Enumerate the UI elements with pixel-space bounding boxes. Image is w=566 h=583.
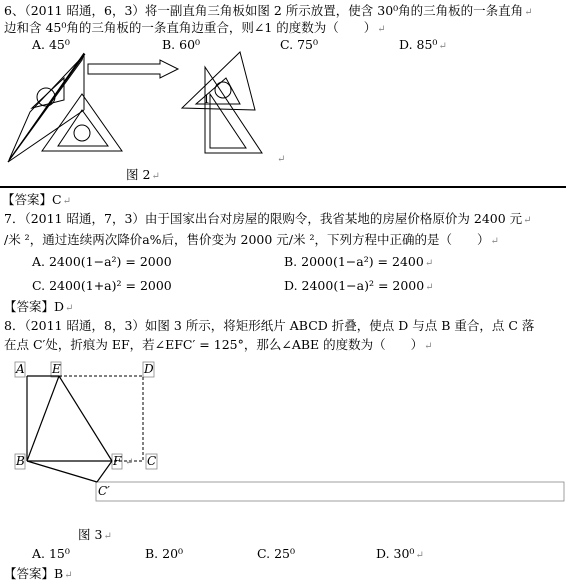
return-icon: ↵ xyxy=(377,24,386,35)
q8-option-c: C. 25⁰ xyxy=(257,546,295,561)
arrow-icon xyxy=(88,60,178,78)
point-f-label: F xyxy=(113,454,122,468)
triangle-30-hole xyxy=(37,88,55,106)
q8-line1: 8．（2011 昭通，8，3）如图 3 所示，将矩形纸片 ABCD 折叠，使点 D 与点 B 重合，点 C 落 xyxy=(4,318,535,333)
q8-option-a: A. 15⁰ xyxy=(32,546,70,561)
return-icon: ↵ xyxy=(524,7,533,18)
q6-line1: 6、（2011 昭通，6，3）将一副直角三角板如图 2 所示放置，使含 30⁰角的三角板的一条直角↵ xyxy=(4,3,533,18)
point-c-prime-label: C′ xyxy=(98,484,110,498)
combined-triangle-30 xyxy=(182,52,255,110)
fold-bc2 xyxy=(27,461,97,482)
q7-option-b: B. 2000(1−a²) = 2400↵ xyxy=(284,254,434,269)
fold-fc2 xyxy=(97,461,112,482)
q6-option-a: A. 45⁰ xyxy=(32,37,70,52)
q6-line2: 边和含 45⁰角的三角板的一条直角边重合，则∠1 的度数为（ ）↵ xyxy=(4,20,386,35)
q6-answer: 【答案】C↵ xyxy=(2,192,71,207)
angle-1-label: 1 xyxy=(203,93,210,106)
return-icon: ↵ xyxy=(277,154,286,165)
q7-option-a: A. 2400(1−a²) = 2000 xyxy=(32,254,172,269)
point-a-label: A xyxy=(16,362,25,376)
point-e-label: E xyxy=(52,362,61,376)
figure-3 xyxy=(0,356,566,516)
figure-3-caption: 图 3↵ xyxy=(78,527,112,542)
figure-2-caption: 图 2↵ xyxy=(126,167,160,182)
point-c-label: C xyxy=(147,454,157,468)
triangle-45-hole xyxy=(74,125,90,141)
q7-option-c: C. 2400(1+a)² = 2000 xyxy=(32,278,172,293)
q6-option-b: B. 60⁰ xyxy=(162,37,201,52)
crease-ef xyxy=(59,376,112,461)
q8-line2: 在点 C′处，折痕为 EF，若∠EFC′ = 125°，那么∠ABE 的度数为（ ）↵ xyxy=(4,337,433,352)
q7-answer: 【答案】D↵ xyxy=(4,299,74,314)
separator-line xyxy=(0,186,566,188)
q8-option-b: B. 20⁰ xyxy=(145,546,184,561)
q8-answer: 【答案】B↵ xyxy=(4,566,73,581)
q8-option-d: D. 30⁰↵ xyxy=(376,546,424,561)
dashed-original xyxy=(59,376,143,461)
q7-line2: /米 ²，通过连续两次降价a%后，售价变为 2000 元/米 ²，下列方程中正确的是（ ）↵ xyxy=(4,232,499,247)
q7-option-d: D. 2400(1−a)² = 2000↵ xyxy=(284,278,434,293)
q6-option-c: C. 75⁰ xyxy=(280,37,318,52)
point-d-label: D xyxy=(144,362,154,376)
point-b-label: B xyxy=(16,454,25,468)
fold-be xyxy=(27,376,59,461)
q6-option-d: D. 85⁰↵ xyxy=(399,37,447,52)
return-icon: ↵ xyxy=(125,457,134,468)
q7-line1: 7．（2011 昭通，7，3）由于国家出台对房屋的限购令，我省某地的房屋价格原价为 2400 元↵ xyxy=(4,211,532,226)
